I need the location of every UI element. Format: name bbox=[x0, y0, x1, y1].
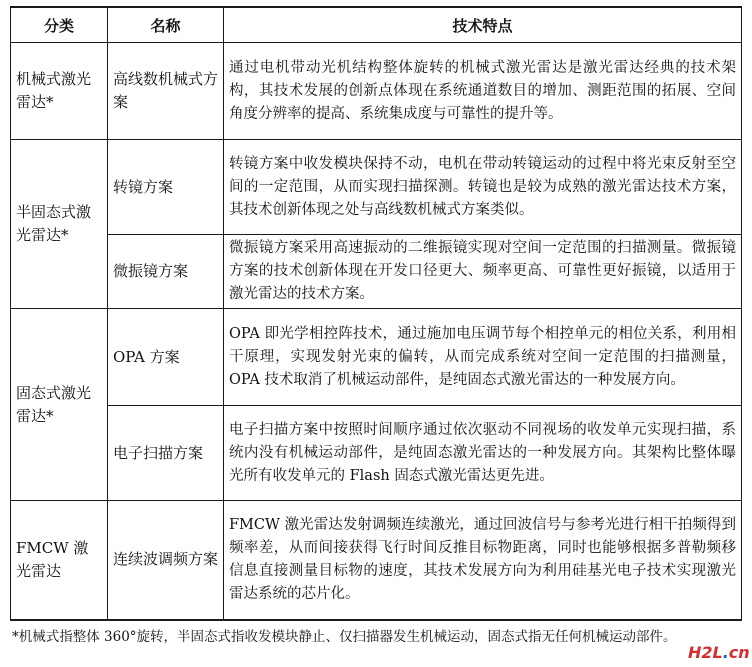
desc-high-line-mechanical: 通过电机带动光机结构整体旋转的机械式激光雷达是激光雷达经典的技术架构，其技术发展的创新点体现在系统通道数目的增加、测距范围的拓展、空间角度分辨率的提高、系统集成度与可靠性的提升等。 bbox=[224, 43, 742, 140]
name-rotating-mirror: 转镜方案 bbox=[108, 140, 224, 235]
table-row bbox=[11, 406, 742, 501]
category-solid-state: 固态式激光雷达* bbox=[11, 309, 108, 501]
lidar-comparison-table bbox=[10, 6, 742, 621]
table-row bbox=[11, 501, 742, 620]
category-mechanical: 机械式激光雷达* bbox=[11, 43, 108, 140]
desc-opa: OPA 即光学相控阵技术，通过施加电压调节每个相控单元的相位关系，利用相干原理，实现发射光束的偏转，从而完成系统对空间一定范围的扫描测量，OPA 技术取消了机械运动部件，是纯固态式激光雷达的一种发展方向。 bbox=[224, 309, 742, 406]
header-category: 分类 bbox=[11, 7, 108, 43]
name-electronic-scan: 电子扫描方案 bbox=[108, 406, 224, 501]
watermark-left: H2L bbox=[688, 643, 723, 662]
lidar-table-figure bbox=[10, 6, 741, 648]
category-fmcw: FMCW 激光雷达 bbox=[11, 501, 108, 620]
name-high-line-mechanical: 高线数机械式方案 bbox=[108, 43, 224, 140]
h2l-watermark-logo bbox=[688, 642, 750, 664]
name-mems-mirror: 微振镜方案 bbox=[108, 235, 224, 309]
watermark-dot: . bbox=[722, 643, 729, 662]
name-fmcw: 连续波调频方案 bbox=[108, 501, 224, 620]
table-row bbox=[11, 140, 742, 235]
desc-rotating-mirror: 转镜方案中收发模块保持不动，电机在带动转镜运动的过程中将光束反射至空间的一定范围，从而实现扫描探测。转镜也是较为成熟的激光雷达技术方案，其技术创新体现之处与高线数机械式方案类似。 bbox=[224, 140, 742, 235]
desc-electronic-scan: 电子扫描方案中按照时间顺序通过依次驱动不同视场的收发单元实现扫描，系统内没有机械运动部件，是纯固态激光雷达的一种发展方向。其架构比整体曝光所有收发单元的 Flash 固态式激光雷达更先进。 bbox=[224, 406, 742, 501]
header-name: 名称 bbox=[108, 7, 224, 43]
name-opa: OPA 方案 bbox=[108, 309, 224, 406]
header-features: 技术特点 bbox=[224, 7, 742, 43]
watermark-right: cn bbox=[728, 643, 750, 662]
category-semi-solid: 半固态式激光雷达* bbox=[11, 140, 108, 309]
table-row bbox=[11, 309, 742, 406]
desc-fmcw: FMCW 激光雷达发射调频连续激光，通过回波信号与参考光进行相干拍频得到频率差，从而间接获得飞行时间反推目标物距离，同时也能够根据多普勒频移信息直接测量目标物的速度，其技术发展方向为利用硅基光电子技术实现激光雷达系统的芯片化。 bbox=[224, 501, 742, 620]
table-row bbox=[11, 235, 742, 309]
table-row bbox=[11, 43, 742, 140]
table-header-row bbox=[11, 7, 742, 43]
desc-mems-mirror: 微振镜方案采用高速振动的二维振镜实现对空间一定范围的扫描测量。微振镜方案的技术创新体现在开发口径更大、频率更高、可靠性更好振镜，以适用于激光雷达的技术方案。 bbox=[224, 235, 742, 309]
table-footnote: *机械式指整体 360°旋转，半固态式指收发模块静止、仅扫描器发生机械运动，固态式指无任何机械运动部件。 bbox=[12, 628, 677, 645]
